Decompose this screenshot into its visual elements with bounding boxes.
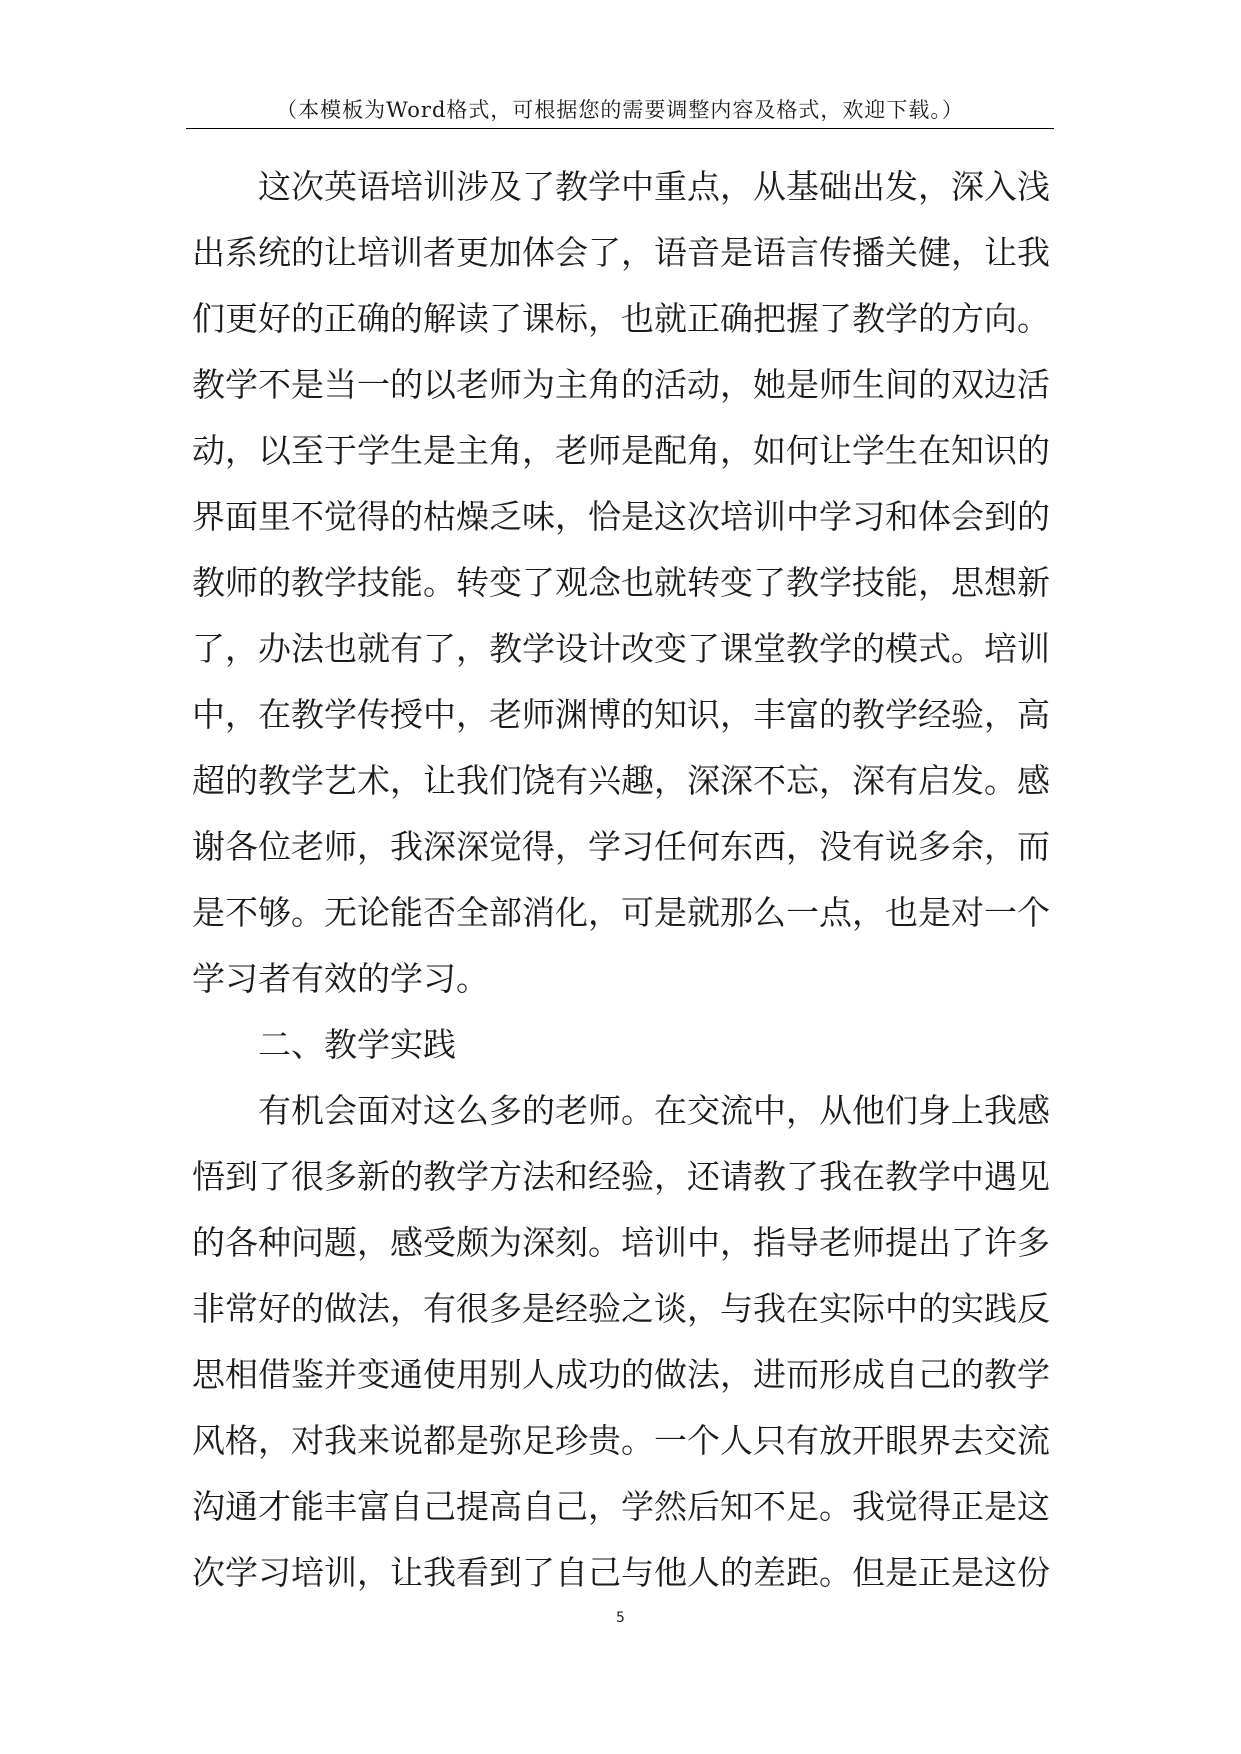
paragraph-line: 超的教学艺术，让我们饶有兴趣，深深不忘，深有启发。感: [192, 761, 1050, 800]
paragraph-line: 了，办法也就有了，教学设计改变了课堂教学的模式。培训: [192, 629, 1050, 668]
page-number: 5: [616, 1610, 625, 1626]
paragraph-line: 是不够。无论能否全部消化，可是就那么一点，也是对一个: [192, 893, 1050, 932]
paragraph-line: 教学不是当一的以老师为主角的活动，她是师生间的双边活: [192, 365, 1050, 404]
paragraph-line: 次学习培训，让我看到了自己与他人的差距。但是正是这份: [192, 1553, 1050, 1592]
paragraph-line: 沟通才能丰富自己提高自己，学然后知不足。我觉得正是这: [192, 1487, 1050, 1526]
paragraph-line: 界面里不觉得的枯燥乏味，恰是这次培训中学习和体会到的: [192, 497, 1050, 536]
paragraph-line: 动，以至于学生是主角，老师是配角，如何让学生在知识的: [192, 431, 1050, 470]
paragraph-line: 有机会面对这么多的老师。在交流中，从他们身上我感: [258, 1091, 1050, 1130]
paragraph-line: 非常好的做法，有很多是经验之谈，与我在实际中的实践反: [192, 1289, 1050, 1328]
document-body: [192, 154, 1072, 1606]
paragraph-line: 思相借鉴并变通使用别人成功的做法，进而形成自己的教学: [192, 1355, 1050, 1394]
paragraph-line: 谢各位老师，我深深觉得，学习任何东西，没有说多余，而: [192, 827, 1050, 866]
paragraph-line: 学习者有效的学习。: [192, 959, 489, 998]
paragraph-line: 教师的教学技能。转变了观念也就转变了教学技能，思想新: [192, 563, 1050, 602]
paragraph-line: 悟到了很多新的教学方法和经验，还请教了我在教学中遇见: [192, 1157, 1050, 1196]
section-heading: 二、教学实践: [258, 1025, 456, 1064]
paragraph-line: 的各种问题，感受颇为深刻。培训中，指导老师提出了许多: [192, 1223, 1050, 1262]
template-notice-header: （本模板为Word格式，可根据您的需要调整内容及格式，欢迎下载。）: [276, 98, 964, 122]
paragraph-line: 们更好的正确的解读了课标，也就正确把握了教学的方向。: [192, 299, 1050, 338]
paragraph-line: 中，在教学传授中，老师渊博的知识，丰富的教学经验，高: [192, 695, 1050, 734]
header-divider: [186, 128, 1054, 129]
paragraph-line: 风格，对我来说都是弥足珍贵。一个人只有放开眼界去交流: [192, 1421, 1050, 1460]
paragraph-line: 出系统的让培训者更加体会了，语音是语言传播关健，让我: [192, 233, 1050, 272]
paragraph-line: 这次英语培训涉及了教学中重点，从基础出发，深入浅: [258, 167, 1050, 206]
